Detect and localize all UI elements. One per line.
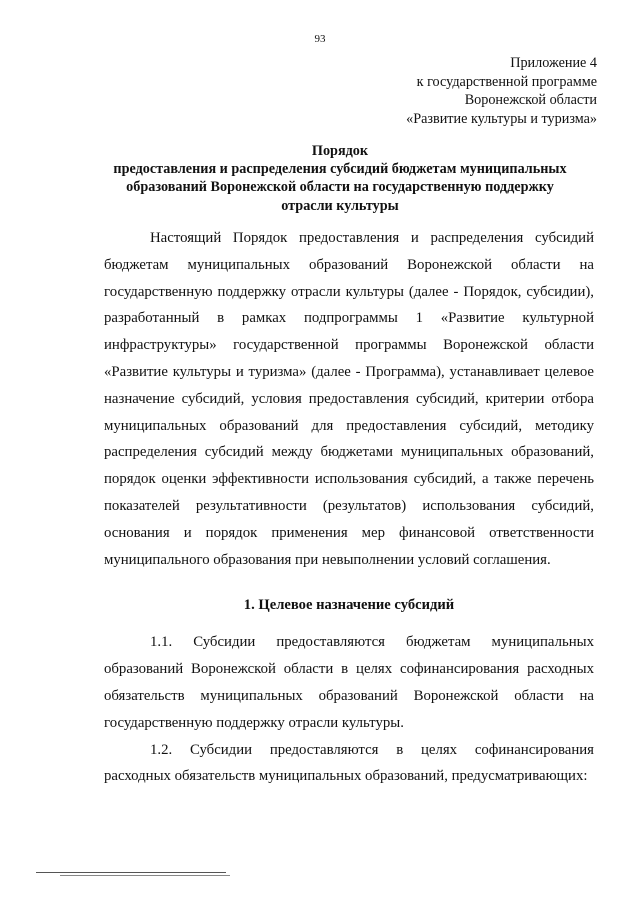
title-line: предоставления и распределения субсидий бюджетам муниципальных	[113, 161, 567, 178]
appendix-line: «Развитие культуры и туризма»	[406, 110, 597, 127]
document-title	[60, 142, 620, 215]
paragraph-1-1: 1.1. Субсидии предоставляются бюджетам муниципальных образований Воронежской области в целях софинансирования расходных обязательств муниципальных образований Воронежской области на государственную поддержку отрасли культуры.	[104, 634, 594, 731]
appendix-header	[277, 54, 597, 128]
footer-divider	[36, 872, 226, 873]
title-line: Порядок	[311, 143, 369, 159]
paragraph-1-2: 1.2. Субсидии предоставляются в целях софинансирования расходных обязательств муниципальных образований, предусматривающих:	[104, 741, 594, 785]
page-number: 93	[314, 33, 326, 45]
section-heading: 1. Целевое назначение субсидий	[243, 597, 455, 614]
title-line: образований Воронежской области на государственную поддержку	[126, 179, 554, 196]
appendix-line: Воронежской области	[464, 92, 597, 109]
footer-divider	[60, 875, 230, 876]
appendix-line: к государственной программе	[416, 73, 597, 90]
document-body	[104, 225, 594, 790]
intro-paragraph: Настоящий Порядок предоставления и распределения субсидий бюджетам муниципальных образований Воронежской области на государственную поддержку отрасли культуры (далее - Порядок, субсидии), разработанный в рамках подпрограммы 1 «Развитие культурной инфраструктуры» государственной программы Воронежской области «Развитие культуры и туризма» (далее - Программа), устанавливает целевое назначение субсидий, условия предоставления субсидий, критерии отбора муниципальных образований для предоставления субсидий, методику распределения субсидий между бюджетами муниципальных образований, порядок оценки эффективности использования субсидий, а также перечень показателей результативности (результатов) использования субсидий, основания и порядок применения мер финансовой ответственности муниципального образования при невыполнении условий соглашения.	[104, 230, 594, 568]
appendix-line: Приложение 4	[510, 55, 597, 71]
title-line: отрасли культуры	[281, 197, 399, 214]
